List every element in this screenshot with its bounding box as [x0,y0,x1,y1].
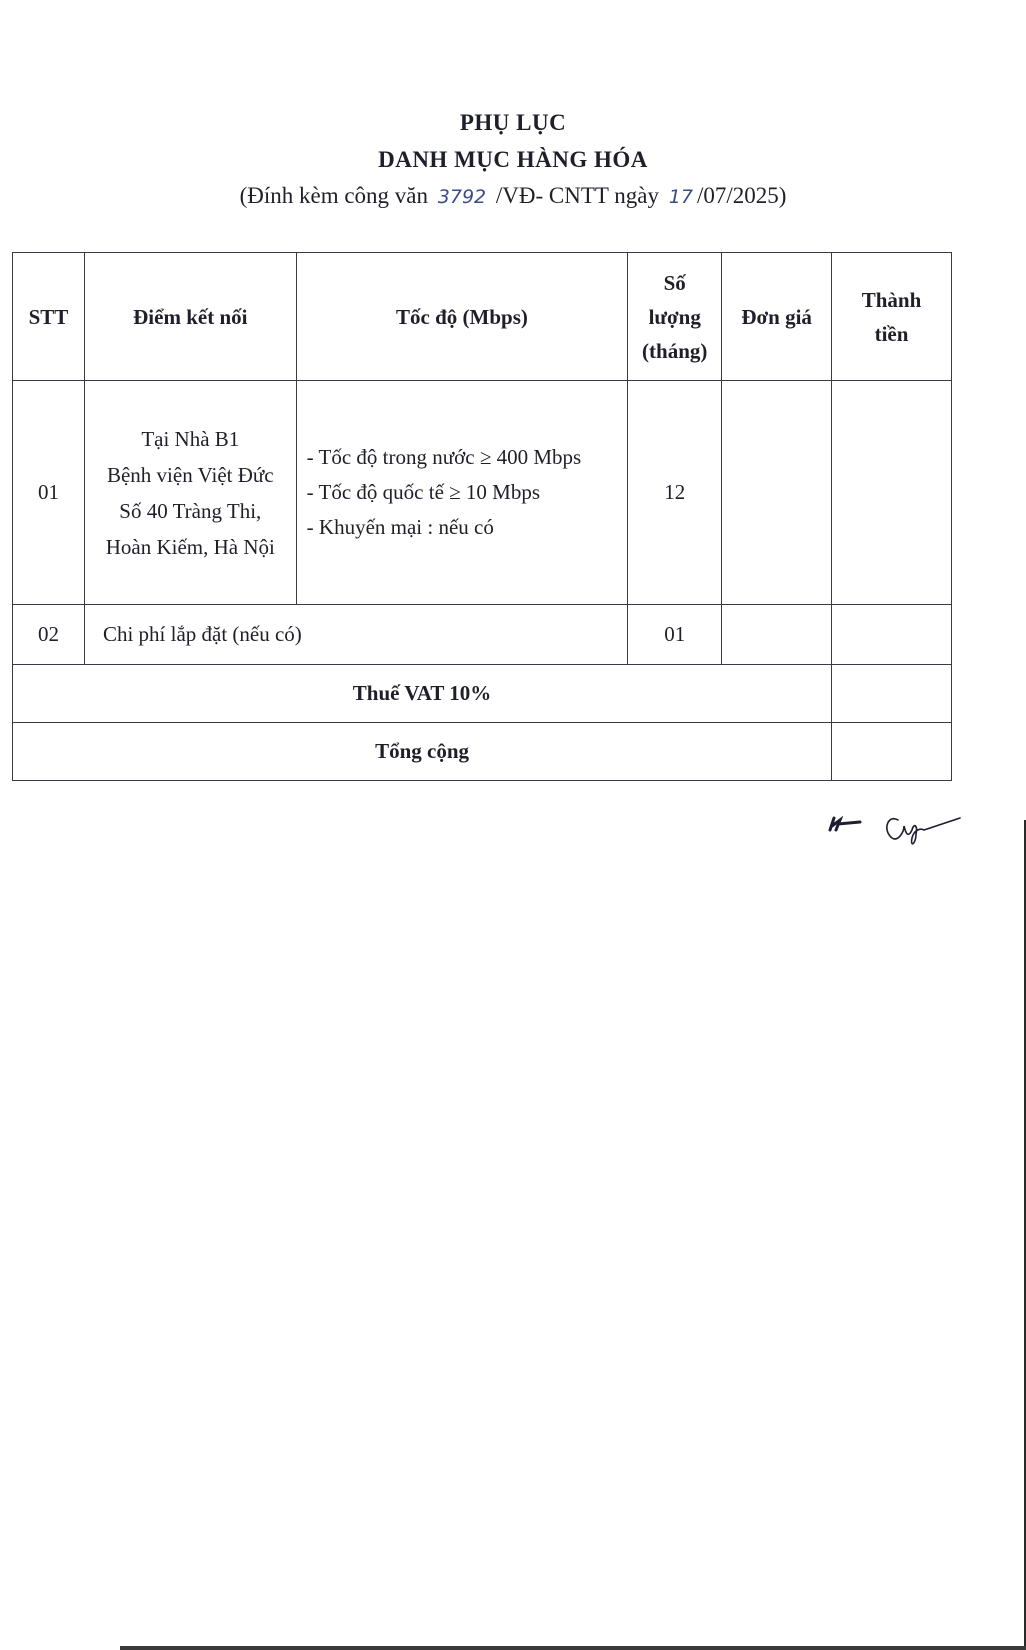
row2-description: Chi phí lắp đặt (nếu có) [84,605,627,665]
reference-suffix: /07/2025) [696,183,787,208]
header-unit-price: Đơn giá [722,253,832,381]
header-quantity-line: (tháng) [642,338,708,363]
vat-label: Thuế VAT 10% [13,665,832,723]
header-total-line: Thành [861,287,922,312]
table-row [13,381,952,605]
reference-middle: /VĐ- CNTT ngày [495,183,660,208]
location-line: Hoàn Kiếm, Hà Nội [105,534,275,559]
grand-total-label: Tổng cộng [13,723,832,781]
row1-quantity: 12 [628,381,722,605]
header-stt: STT [13,253,85,381]
header-location: Điểm kết nối [84,253,296,381]
header-quantity-line: lượng [648,304,701,329]
vat-row [13,665,952,723]
row2-stt: 02 [13,605,85,665]
row1-total [832,381,952,605]
header-quantity [628,253,722,381]
grand-total-value [832,723,952,781]
scan-bottom-line [120,1646,1026,1650]
header-speed: Tốc độ (Mbps) [296,253,628,381]
document-reference [0,183,1026,209]
row2-quantity: 01 [628,605,722,665]
handwritten-signature-icon [820,800,980,850]
row1-location [84,381,296,605]
document-subtitle: DANH MỤC HÀNG HÓA [378,147,648,172]
row1-unit-price [722,381,832,605]
header-quantity-line: Số [663,270,686,295]
row1-stt: 01 [13,381,85,605]
table-header-row [13,253,952,381]
header-total [832,253,952,381]
row2-unit-price [722,605,832,665]
vat-total [832,665,952,723]
table-row [13,605,952,665]
row2-total [832,605,952,665]
handwritten-ref-day: 17 [668,186,693,208]
reference-prefix: (Đính kèm công văn [239,183,429,208]
document-title: PHỤ LỤC [459,110,567,135]
row1-speed [296,381,628,605]
speed-line: - Khuyến mại : nếu có [306,515,494,539]
speed-line: - Tốc độ trong nước ≥ 400 Mbps [306,445,582,469]
goods-table [12,252,952,781]
location-line: Tại Nhà B1 [141,426,240,451]
speed-line: - Tốc độ quốc tế ≥ 10 Mbps [306,480,541,504]
handwritten-ref-number: 3792 [437,186,487,208]
location-line: Bệnh viện Việt Đức [106,462,274,487]
header-total-line: tiền [874,321,909,346]
location-line: Số 40 Tràng Thi, [119,498,262,523]
grand-total-row [13,723,952,781]
